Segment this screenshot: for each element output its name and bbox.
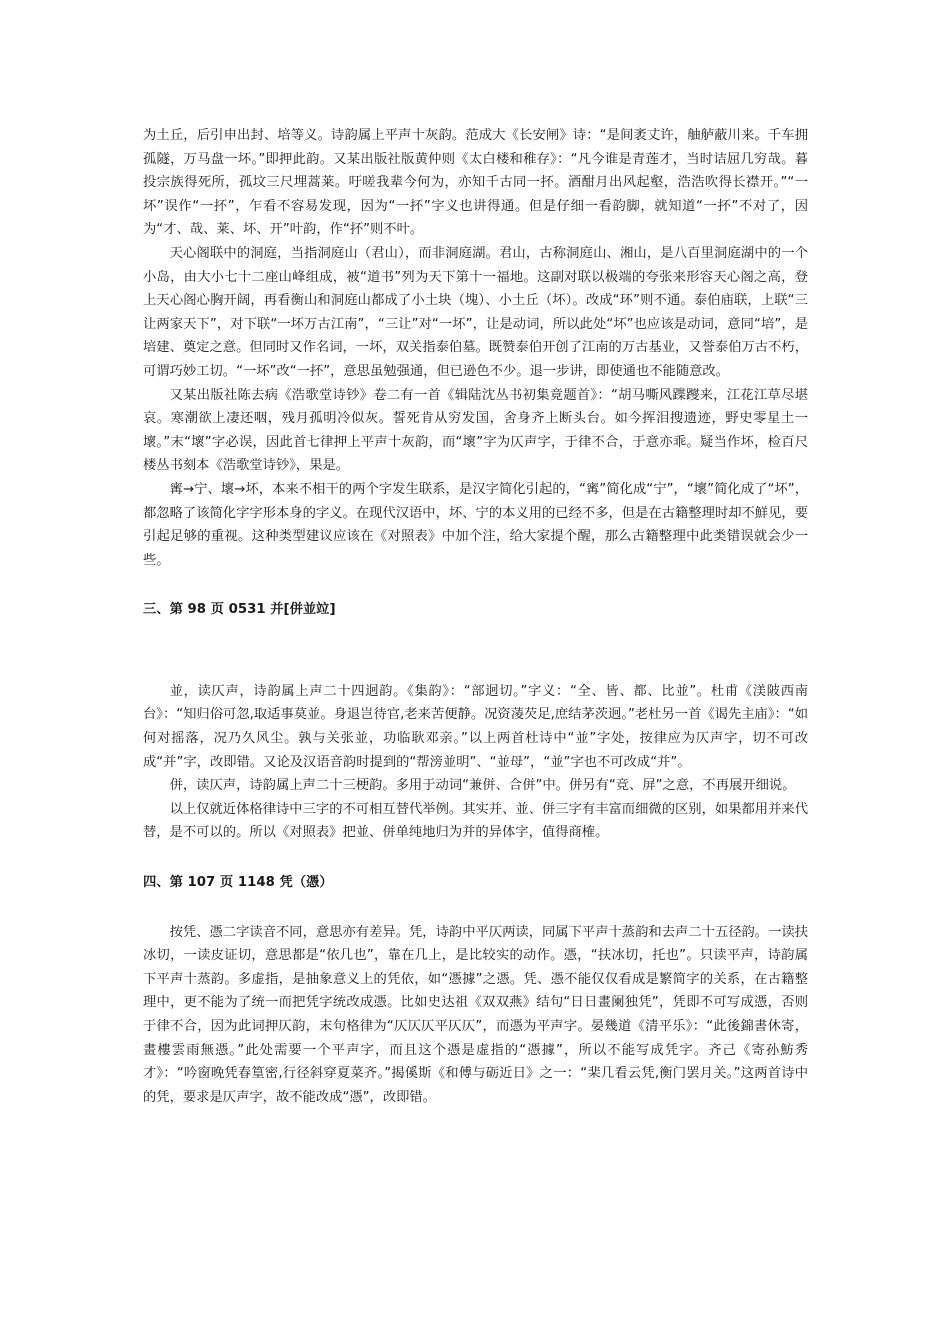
paragraph-tianxinge: 天心阁联中的洞庭，当指洞庭山（君山），而非洞庭湖。君山，古称洞庭山、湘山，是八百里洞庭湖中的一个小岛，由大小七十二座山峰组成，被“道书”列为天下第十一福地。这副对联以极端的夸张来形容天心阁之高，登上天心阁心胸开阔，再看衡山和洞庭山都成了小土块（塊）、小土丘（坏）。改成“环”则不通。泰伯庙联，上联“三让两家天下”，对下联“一坏万古江南”，“三让”对“一坏”，让是动词，所以此处“坏”也应该是动词，意同“培”，是培建、奠定之意。但同时又作名词，一坏，双关指泰伯墓。既赞泰伯开创了江南的万古基业，又誉泰伯万古不朽，可谓巧妙工切。“一坏”改“一抔”，意思虽勉强通，但已逊色不少。退一步讲，即使通也不能随意改。 [143,245,808,379]
paragraph-haogetang: 又某出版社陈去病《浩歌堂诗钞》卷二有一首《辑陆沈丛书初集竟题首》：“胡马嘶风蹀躞来，江花江草尽堪哀。寒潮欲上凄还咽，残月孤明冷似灰。誓死肯从穷发国，舍身齐上断头台。如今挥泪搜遗迹，野史零星土一壞。”末“壞”字必误，因此首七律押上平声十灰韵，而“壞”字为仄声字，于律不合，于意亦乖。疑当作坏，检百尺楼丛书刻本《浩歌堂诗钞》，果是。 [143,387,808,474]
document-page [143,124,808,1109]
paragraph-bing-3: 以上仅就近体格律诗中三字的不可相互替代举例。其实并、並、併三字有丰富而细微的区别，如果都用并来代替，是不可以的。所以《对照表》把並、併单纯地归为并的异体字，值得商榷。 [143,801,808,841]
section-3-body [143,680,808,845]
section-3-heading: 三、第 98 页 0531 并[併並竝] [143,602,336,618]
section-4-heading: 四、第 107 页 1148 凭（憑） [143,875,333,891]
section-4-body [143,921,808,1110]
paragraph-bing-2: 併，读仄声，诗韵属上声二十三梗韵。多用于动词“兼併、合併”中。併另有“竞、屏”之意，不再展开细说。 [169,778,796,794]
paragraph-simplification: 寗→宁、壞→坏，本来不相干的两个字发生联系，是汉字简化引起的，“寗”简化成“宁”，“壞”简化成了“坏”，都忽略了该简化字字形本身的字义。在现代汉语中，坏、宁的本义用的已经不多，但是在古籍整理时却不鮮见，要引起足够的重视。这种类型建议应该在《对照表》中加个注，给大家提个醒，那么古籍整理中此类错误就会少一些。 [143,481,808,568]
paragraph-bing-1: 並，读仄声，诗韵属上声二十四迥韵。《集韵》：“部迥切。”字义：“全、皆、都、比並”。杜甫《渼陂西南台》：“知归俗可忽,取适事莫並。身退岂待官,老来苦便静。况资蓤芡足,庶结茅茨迥。”老杜另一首《谒先主庙》：“如何对摇落，况乃久风尘。孰与关张並，功临耿邓亲。”以上两首杜诗中“並”字处，按律应为仄声字，切不可改成“并”字，改即错。又论及汉语音韵时提到的“帮滂並明”、“並母”，“並”字也不可改成“并”。 [143,683,808,770]
paragraph-ping: 按凭、憑二字读音不同，意思亦有差异。凭，诗韵中平仄两读，同属下平声十蒸韵和去声二十五径韵。一读扶冰切，一读皮证切，意思都是“依几也”，靠在几上，是比较实的动作。憑，“扶冰切，托也”。只读平声，诗韵属下平声十蒸韵。多虚指，是抽象意义上的凭依，如“憑據”之憑。凭、憑不能仅仅看成是繁简字的关系，在古籍整理中，更不能为了统一而把凭字统改成憑。比如史达祖《双双燕》结句“日日畫阑独凭”，凭即不可写成憑，否则于律不合，因为此词押仄韵，末句格律为“仄仄仄平仄仄”，而憑为平声字。晏幾道《清平乐》：“此後錦書休寄，畫樓雲雨無憑。”此处需要一个平声字，而且这个憑是虚指的“憑據”，所以不能写成凭字。齐己《寄孙魴秀才》：“吟窗晚凭春篁密,行径斜穿夏菜齐。”揭傒斯《和傅与砺近日》之一：“棐几看云凭,衡门罢月关。”这两首诗中的凭，要求是仄声字，故不能改成“憑”，改即错。 [143,924,808,1105]
paragraph-continuation: 为土丘，后引申出封、培等义。诗韵属上平声十灰韵。范成大《长安闸》诗：“是间袤丈许，舳舻蔽川来。千车拥孤隧，万马盘一坏。”即押此韵。又某出版社版黄仲则《太白楼和稚存》：“凡今谁是青莲才，当时诘屈几穷哉。暮投宗族得死所，孤坟三尺埋蒿莱。吁嗟我辈今何为，亦知千古同一抔。酒酣月出风起壑，浩浩吹得长襟开。”“一坏”误作“一抔”，乍看不容易发现，因为“一抔”字义也讲得通。但是仔细一看韵脚，就知道“一抔”不对了，因为“才、哉、莱、坏、开”叶韵，作“抔”则不叶。 [143,128,808,238]
